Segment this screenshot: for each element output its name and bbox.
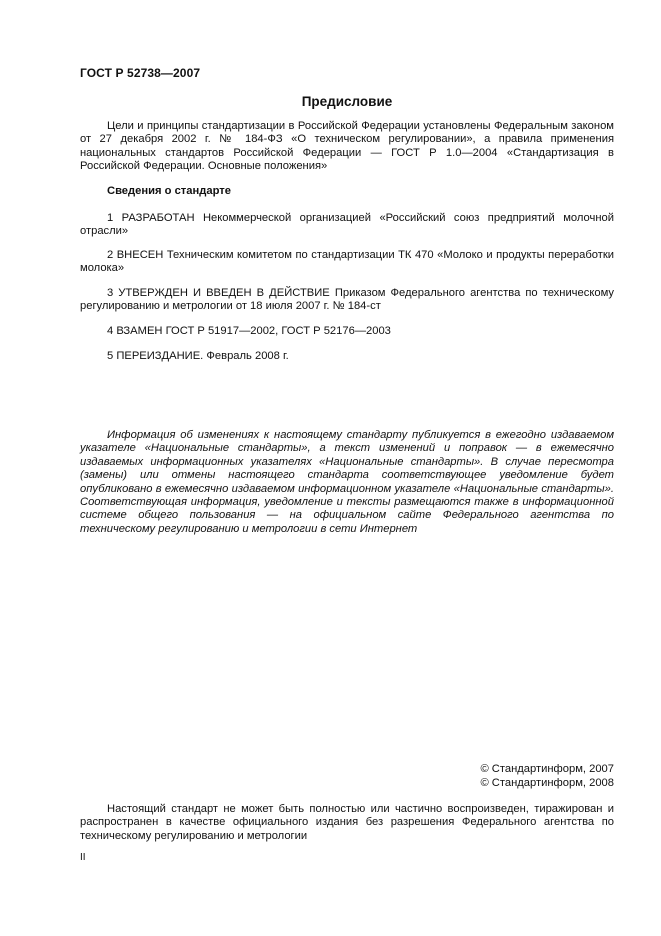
foreword-title: Предисловие (301, 94, 393, 109)
copyright-2008: © Стандартинформ, 2008 (480, 777, 614, 789)
reproduction-notice: Настоящий стандарт не может быть полностью или частично воспроизведен, тиражирован и распространен в качестве официального издания без разрешения Федерального агентства по техническому регулированию и метрологии (80, 803, 614, 842)
changes-information-note: Информация об изменениях к настоящему стандарту публикуется в ежегодно издаваемом указателе «Национальные стандарты», а текст изменений и поправок — в ежемесячно издаваемых информационных указателях «Национальные стандарты». В случае пересмотра (замены) или отмены настоящего стандарта соответствующее уведомление будет опубликовано в ежемесячно издаваемом информационном указателе «Национальные стандарты». Соответствующая информация, уведомление и тексты размещаются также в информационной системе общего пользования — на официальном сайте Федерального агентства по техническому регулированию и метрологии в сети Интернет (80, 429, 614, 535)
standard-info-item-4: 4 ВЗАМЕН ГОСТ Р 51917—2002, ГОСТ Р 52176—2003 (107, 325, 391, 337)
copyright-2007: © Стандартинформ, 2007 (480, 763, 614, 775)
standard-info-item-3: 3 УТВЕРЖДЕН И ВВЕДЕН В ДЕЙСТВИЕ Приказом Федерального агентства по техническому регулированию и метрологии от 18 июля 2007 г. № 184-ст (80, 287, 614, 313)
standard-info-item-1: 1 РАЗРАБОТАН Некоммерческой организацией «Российский союз предприятий молочной отрасли» (80, 212, 614, 238)
standard-info-heading: Сведения о стандарте (107, 185, 231, 197)
document-code: ГОСТ Р 52738—2007 (80, 66, 201, 80)
page-number: II (80, 852, 86, 863)
foreword-intro: Цели и принципы стандартизации в Российской Федерации установлены Федеральным законом от 27 декабря 2002 г. № 184-ФЗ «О техническом регулировании», а правила применения национальных стандартов Российской Федерации — ГОСТ Р 1.0—2004 «Стандартизация в Российской Федерации. Основные положения» (80, 120, 614, 173)
standard-info-item-2: 2 ВНЕСЕН Техническим комитетом по стандартизации ТК 470 «Молоко и продукты переработки молока» (80, 249, 614, 275)
standard-info-item-5: 5 ПЕРЕИЗДАНИЕ. Февраль 2008 г. (107, 350, 289, 362)
